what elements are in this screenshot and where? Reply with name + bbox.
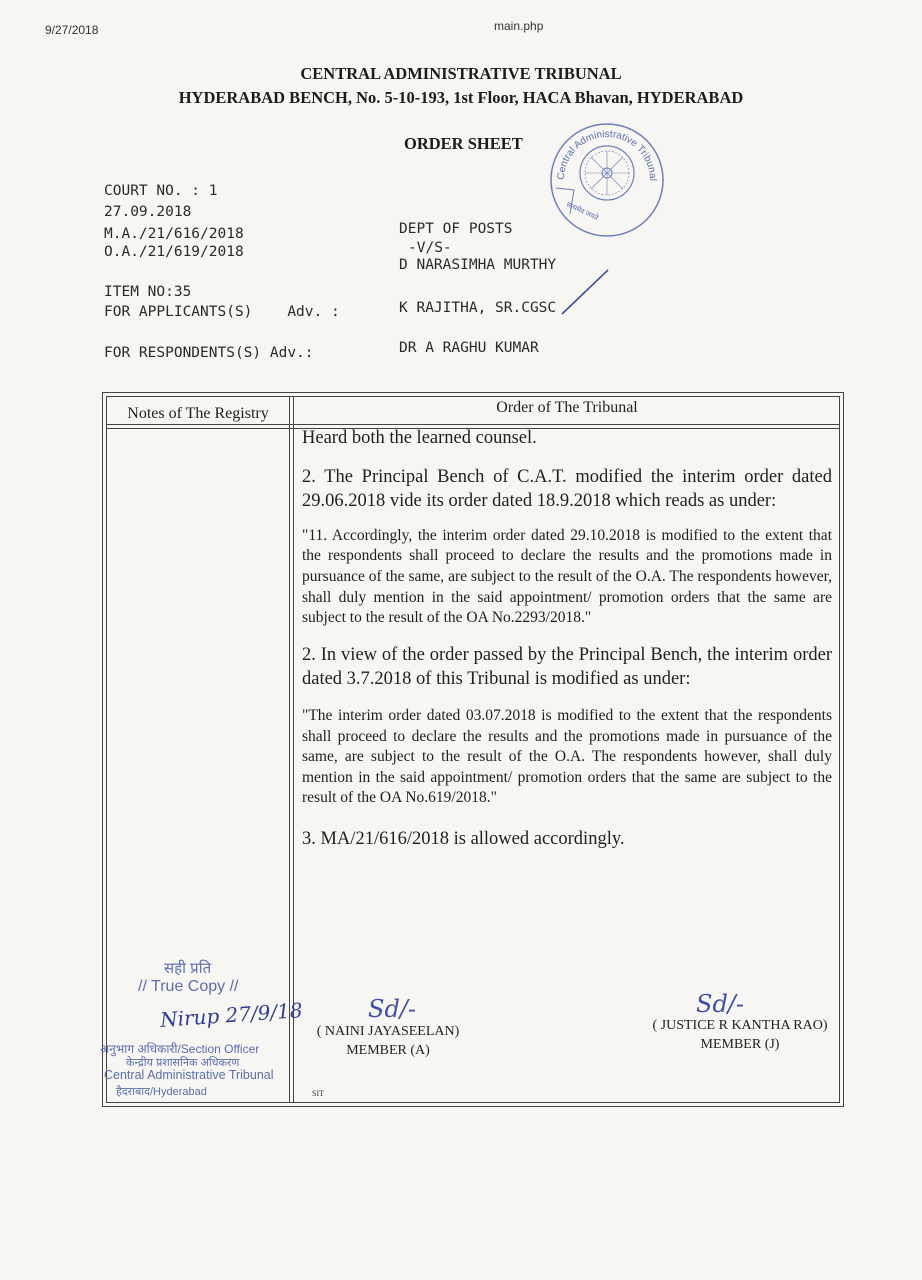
order-quote-2: "The interim order dated 03.07.2018 is modified to the extent that the respondents shall proceed to declare the results and the promotions made in pursuance of the same, are subject to the result of the O.A. The respondents however, shall duly mention in the said appointment/ promotion orders that the same are subject to the result of the OA No.619/2018." (302, 707, 832, 807)
left-member-title: MEMBER (A) (346, 1043, 430, 1058)
order-sheet-title: ORDER SHEET (404, 134, 523, 153)
petitioner-name: DEPT OF POSTS (399, 221, 513, 237)
true-copy-hindi: सही प्रति (164, 960, 212, 977)
table-column-divider-inner (293, 396, 294, 1103)
order-quote-1: "11. Accordingly, the interim order dated 29.10.2018 is modified to the extent that the respondents shall proceed to declare the results and the promotions made in pursuance of the same, are subject to the result of the O.A. The respondents however, shall duly mention in the said appointment/ promotion orders that the same are subject to the result of the OA No.2293/2018." (302, 526, 832, 627)
right-signature: Sd/- (696, 990, 744, 1018)
oa-number: O.A./21/619/2018 (104, 244, 244, 260)
table-header-divider (106, 424, 840, 425)
tribunal-seal (544, 118, 670, 238)
ma-number: M.A./21/616/2018 (104, 226, 244, 242)
stamp-hindi-tribunal: केन्द्रीय प्रशासनिक अधिकरण (126, 1057, 240, 1069)
respondent-name: D NARASIMHA MURTHY (399, 257, 557, 273)
court-number: COURT NO. : 1 (104, 183, 218, 199)
order-para-3: 2. In view of the order passed by the Principal Bench, the interim order dated 3.7.2018 of this Tribunal is modified as under: (302, 644, 832, 690)
left-signature: Sd/- (368, 995, 416, 1023)
order-para-1: Heard both the learned counsel. (302, 428, 537, 448)
table-column-divider (289, 396, 290, 1103)
tick-mark (560, 268, 620, 323)
seal-inner-text: सत्यमेव जयते (565, 201, 600, 223)
right-member-title: MEMBER (J) (700, 1037, 780, 1052)
respondents-adv-value: DR A RAGHU KUMAR (399, 340, 539, 356)
print-date: 9/27/2018 (45, 23, 99, 37)
applicants-adv-label: FOR APPLICANTS(S) Adv. : (104, 304, 340, 320)
stamp-city: हैदराबाद/Hyderabad (116, 1086, 207, 1098)
order-date: 27.09.2018 (104, 204, 192, 220)
stamp-section-officer: अनुभाग अधिकारी/Section Officer (100, 1042, 260, 1056)
respondents-adv-label: FOR RESPONDENTS(S) Adv.: (104, 345, 314, 361)
footer-mark: SIT (312, 1089, 324, 1098)
print-page-title: main.php (494, 19, 544, 33)
applicants-adv-value: K RAJITHA, SR.CGSC (399, 300, 557, 316)
bench-address: HYDERABAD BENCH, No. 5-10-193, 1st Floor, HACA Bhavan, HYDERABAD (178, 88, 744, 107)
right-member-name: ( JUSTICE R KANTHA RAO) (652, 1018, 828, 1033)
order-para-2: 2. The Principal Bench of C.A.T. modified the interim order dated 29.06.2018 vide its order dated 18.9.2018 which reads as under: (302, 466, 832, 512)
true-copy-label: // True Copy // (138, 978, 239, 995)
tribunal-name: CENTRAL ADMINISTRATIVE TRIBUNAL (300, 64, 622, 83)
left-member-name: ( NAINI JAYASEELAN) (316, 1024, 460, 1039)
stamp-tribunal-name: Central Administrative Tribunal (104, 1068, 274, 1082)
versus-label: -V/S- (408, 240, 452, 256)
true-copy-signature: Nirup 27/9/18 (159, 998, 304, 1032)
seal-ring-text: Central Administrative Tribunal (555, 128, 659, 181)
order-body (302, 426, 832, 852)
order-para-4: 3. MA/21/616/2018 is allowed accordingly. (302, 829, 625, 850)
registry-notes-header: Notes of The Registry (127, 405, 269, 422)
tribunal-order-header: Order of The Tribunal (496, 399, 638, 416)
item-number: ITEM NO:35 (104, 284, 192, 300)
